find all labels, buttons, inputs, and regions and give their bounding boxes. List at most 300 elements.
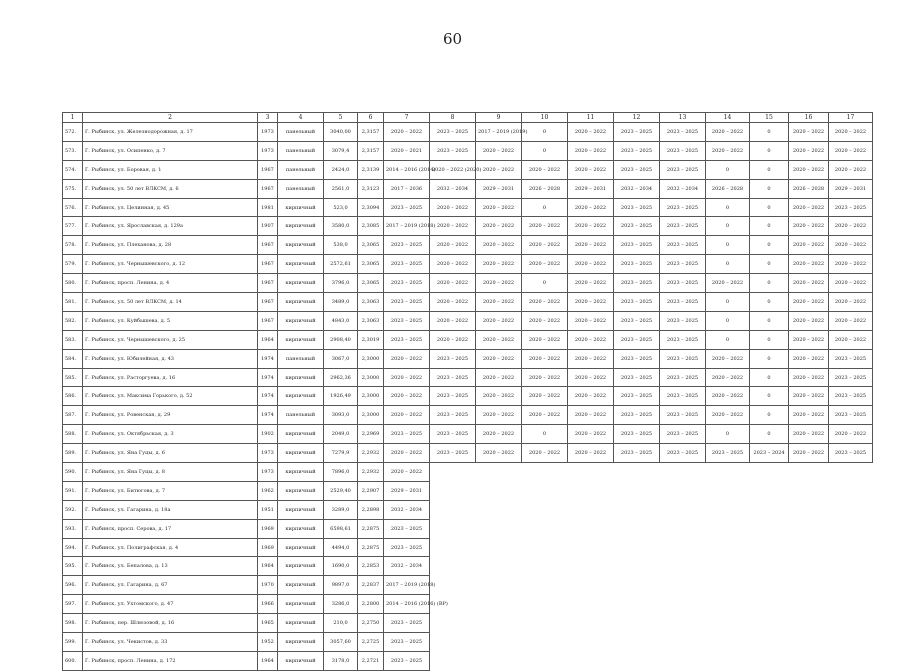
address-cell: Г. Рыбинск, ул. Ровенская, д. 29 <box>83 406 258 425</box>
row-number-cell: 573. <box>63 141 83 160</box>
table-cell: 2023 – 2025 <box>660 444 706 463</box>
table-cell: 2020 – 2022 <box>522 311 568 330</box>
table-cell: 2020 – 2022 <box>789 293 829 312</box>
table-cell: 2029 – 2031 <box>476 179 522 198</box>
table-row <box>63 368 873 387</box>
table-cell: 2020 – 2022 <box>568 349 614 368</box>
table-cell: 2023 – 2025 <box>614 236 660 255</box>
table-cell: 2020 – 2022 <box>476 141 522 160</box>
table-cell: 1973 <box>258 141 278 160</box>
table-cell: 523,0 <box>324 198 358 217</box>
table-row <box>63 123 873 142</box>
table-cell: 2020 – 2022 <box>476 444 522 463</box>
table-cell: кирпичный <box>278 444 324 463</box>
table-cell: кирпичный <box>278 236 324 255</box>
table-row <box>63 538 873 557</box>
table-cell: 1967 <box>258 255 278 274</box>
address-cell: Г. Рыбинск, ул. Куйбышева, д. 5 <box>83 311 258 330</box>
table-cell: кирпичный <box>278 330 324 349</box>
table-cell: 0 <box>706 236 750 255</box>
table-cell: 1974 <box>258 349 278 368</box>
table-cell: 2020 – 2022 <box>476 274 522 293</box>
row-number-cell: 586. <box>63 387 83 406</box>
table-cell: кирпичный <box>278 387 324 406</box>
table-cell: 1951 <box>258 500 278 519</box>
table-cell: 1973 <box>258 123 278 142</box>
table-cell: 2020 – 2022 <box>568 311 614 330</box>
table-cell: 2023 – 2025 <box>384 614 430 633</box>
buildings-table <box>62 112 873 671</box>
table-cell: 2020 – 2022 <box>476 368 522 387</box>
table-cell: 2020 – 2022 <box>789 330 829 349</box>
table-cell: 3286,0 <box>324 595 358 614</box>
table-cell: 2020 – 2022 <box>522 387 568 406</box>
table-cell: кирпичный <box>278 311 324 330</box>
header-cell: 1 <box>63 113 83 123</box>
table-cell: 0 <box>750 123 789 142</box>
table-cell: 2023 – 2025 <box>430 123 476 142</box>
table-cell: 2020 – 2022 <box>430 293 476 312</box>
table-cell: 2023 – 2024 <box>750 444 789 463</box>
table-cell: 2020 – 2022 <box>522 217 568 236</box>
row-number-cell: 572. <box>63 123 83 142</box>
table-cell: 2020 – 2022 <box>829 141 873 160</box>
table-cell: 2020 – 2022 <box>384 123 430 142</box>
table-cell: 2020 – 2022 <box>384 444 430 463</box>
table-cell: 2020 – 2022 <box>476 198 522 217</box>
row-number-cell: 589. <box>63 444 83 463</box>
table-cell: 6598,61 <box>324 519 358 538</box>
table-cell: 2020 – 2022 <box>706 368 750 387</box>
table-cell: 2023 – 2025 <box>430 444 476 463</box>
header-cell: 2 <box>83 113 258 123</box>
table-cell: 2020 – 2022 <box>789 444 829 463</box>
table-cell: 2020 – 2022 <box>706 387 750 406</box>
table-cell: 1690,0 <box>324 557 358 576</box>
table-cell: 2,2907 <box>358 481 384 500</box>
table-cell: 2020 – 2022 <box>568 274 614 293</box>
table-cell: 2020 – 2022 <box>522 293 568 312</box>
table-row <box>63 614 873 633</box>
table-cell: 2020 – 2022 <box>476 406 522 425</box>
header-cell: 16 <box>789 113 829 123</box>
table-cell: 1902 <box>258 425 278 444</box>
table-cell: 2020 – 2022 <box>384 387 430 406</box>
table-cell: 2,2875 <box>358 538 384 557</box>
table-cell: 2020 – 2022 <box>829 160 873 179</box>
table-cell: 2020 – 2022 <box>568 293 614 312</box>
table-cell: 2023 – 2025 <box>660 198 706 217</box>
table-cell: кирпичный <box>278 595 324 614</box>
table-cell: кирпичный <box>278 614 324 633</box>
table-row <box>63 198 873 217</box>
table-row <box>63 293 873 312</box>
address-cell: Г. Рыбинск, ул. Чернышевского, д. 12 <box>83 255 258 274</box>
table-row <box>63 481 873 500</box>
table-cell: 2020 – 2022 <box>476 387 522 406</box>
table-cell: 0 <box>706 255 750 274</box>
header-cell: 15 <box>750 113 789 123</box>
row-number-cell: 597. <box>63 595 83 614</box>
row-number-cell: 598. <box>63 614 83 633</box>
table-cell: 2020 – 2022 <box>829 311 873 330</box>
table-cell: 2023 – 2025 <box>614 406 660 425</box>
table-cell: 2023 – 2025 <box>829 444 873 463</box>
table-cell: 2023 – 2025 <box>706 444 750 463</box>
table-cell: 2026 – 2028 <box>789 179 829 198</box>
row-number-cell: 594. <box>63 538 83 557</box>
table-cell: 2023 – 2025 <box>614 141 660 160</box>
table-cell: 2020 – 2022 <box>476 425 522 444</box>
table-cell: 0 <box>522 425 568 444</box>
table-cell: 1907 <box>258 217 278 236</box>
table-cell: 2020 – 2022 <box>476 330 522 349</box>
row-number-cell: 583. <box>63 330 83 349</box>
row-number-cell: 574. <box>63 160 83 179</box>
table-cell: 3289,0 <box>324 500 358 519</box>
table-cell: 2020 – 2022 <box>706 123 750 142</box>
table-row <box>63 141 873 160</box>
address-cell: Г. Рыбинск, ул. Чернышевского, д. 25 <box>83 330 258 349</box>
table-cell: 2020 – 2022 <box>789 198 829 217</box>
address-cell: Г. Рыбинск, ул. Расторгуева, д. 16 <box>83 368 258 387</box>
table-cell: 2023 – 2025 <box>384 236 430 255</box>
table-cell: 2023 – 2025 <box>660 349 706 368</box>
header-cell: 10 <box>522 113 568 123</box>
table-cell: 2029 – 2031 <box>568 179 614 198</box>
row-number-cell: 588. <box>63 425 83 444</box>
table-cell: 2020 – 2022 <box>789 123 829 142</box>
header-cell: 3 <box>258 113 278 123</box>
header-cell: 17 <box>829 113 873 123</box>
table-cell: 2023 – 2025 <box>829 349 873 368</box>
table-cell: 0 <box>750 425 789 444</box>
header-cell: 14 <box>706 113 750 123</box>
table-cell: 1967 <box>258 236 278 255</box>
row-number-cell: 599. <box>63 633 83 652</box>
table-cell: 2,2750 <box>358 614 384 633</box>
table-cell: 2020 – 2022 <box>384 349 430 368</box>
table-cell: 2,2837 <box>358 576 384 595</box>
table-cell: 2023 – 2025 <box>430 387 476 406</box>
row-number-cell: 582. <box>63 311 83 330</box>
table-cell: 3079,4 <box>324 141 358 160</box>
row-number-cell: 575. <box>63 179 83 198</box>
table-row <box>63 425 873 444</box>
table-cell: 2020 – 2022 <box>829 123 873 142</box>
table-cell: 2020 – 2022 <box>522 236 568 255</box>
table-cell: 0 <box>750 198 789 217</box>
table-row <box>63 179 873 198</box>
table-cell: 2020 – 2022 <box>522 160 568 179</box>
table-cell: 2,2969 <box>358 425 384 444</box>
table-cell: 2026 – 2028 <box>706 179 750 198</box>
table-cell: 2023 – 2025 <box>614 368 660 387</box>
address-cell: Г. Рыбинск, ул. Максима Горького, д. 52 <box>83 387 258 406</box>
table-cell: 2023 – 2025 <box>660 217 706 236</box>
table-cell: 2023 – 2025 <box>614 387 660 406</box>
address-cell: Г. Рыбинск, ул. Гагарина, д. 18а <box>83 500 258 519</box>
table-row <box>63 463 873 482</box>
table-cell: 2023 – 2025 <box>614 198 660 217</box>
table-cell: 2023 – 2025 <box>384 651 430 670</box>
header-cell: 8 <box>430 113 476 123</box>
table-cell: 2020 – 2022 <box>706 274 750 293</box>
table-cell: 2020 – 2022 <box>568 141 614 160</box>
table-cell: 2023 – 2025 <box>614 330 660 349</box>
table-cell: 2023 – 2025 <box>384 198 430 217</box>
table-cell: 0 <box>750 311 789 330</box>
table-cell: 2,3157 <box>358 123 384 142</box>
table-cell: 2020 – 2022 <box>568 236 614 255</box>
table-cell: 2020 – 2022 <box>430 274 476 293</box>
table-cell: 2023 – 2025 <box>660 330 706 349</box>
table-cell: 2020 – 2022 <box>789 217 829 236</box>
table-cell: 2023 – 2025 <box>384 519 430 538</box>
table-cell: 9897,0 <box>324 576 358 595</box>
table-cell: 2020 – 2022 <box>522 444 568 463</box>
table-cell: 1964 <box>258 330 278 349</box>
table-cell: 2962,36 <box>324 368 358 387</box>
table-row <box>63 330 873 349</box>
address-cell: Г. Рыбинск, ул. Ухтомского, д. 47 <box>83 595 258 614</box>
table-cell: 1967 <box>258 160 278 179</box>
address-cell: Г. Рыбинск, ул. Железнодорожная, д. 17 <box>83 123 258 142</box>
address-cell: Г. Рыбинск, ул. 50 лет ВЛКСМ, д. 14 <box>83 293 258 312</box>
table-row <box>63 500 873 519</box>
table-cell: 2023 – 2025 <box>384 274 430 293</box>
table-cell: кирпичный <box>278 557 324 576</box>
table-cell: 2020 – 2022 <box>706 349 750 368</box>
table-cell: 2020 – 2022 <box>430 330 476 349</box>
table-cell: 2020 – 2022 <box>430 236 476 255</box>
table-cell: 1974 <box>258 387 278 406</box>
table-cell: 2020 – 2022 <box>829 255 873 274</box>
table-cell: 2020 – 2022 <box>476 236 522 255</box>
table-cell: кирпичный <box>278 293 324 312</box>
address-cell: Г. Рыбинск, ул. Боровая, д. 1 <box>83 160 258 179</box>
table-cell: 2020 – 2022 <box>789 141 829 160</box>
table-row <box>63 255 873 274</box>
row-number-cell: 600. <box>63 651 83 670</box>
row-number-cell: 577. <box>63 217 83 236</box>
row-number-cell: 595. <box>63 557 83 576</box>
table-cell: 2032 – 2034 <box>614 179 660 198</box>
table-cell: кирпичный <box>278 500 324 519</box>
table-row <box>63 595 873 614</box>
table-cell: 2032 – 2034 <box>660 179 706 198</box>
table-cell: 2,3065 <box>358 236 384 255</box>
table-cell: 2023 – 2025 <box>384 538 430 557</box>
table-cell: 1967 <box>258 179 278 198</box>
row-number-cell: 585. <box>63 368 83 387</box>
address-cell: Г. Рыбинск, ул. Битюгова, д. 7 <box>83 481 258 500</box>
table-cell: панельный <box>278 406 324 425</box>
table-cell: 2,2932 <box>358 444 384 463</box>
table-cell: 2023 – 2025 <box>614 255 660 274</box>
table-cell: 2,3123 <box>358 179 384 198</box>
table-cell: 3040,00 <box>324 123 358 142</box>
table-cell: 2032 – 2034 <box>384 557 430 576</box>
table-cell: 2020 – 2022 <box>568 387 614 406</box>
table-cell: 2026 – 2028 <box>522 179 568 198</box>
table-cell: 2023 – 2025 <box>430 406 476 425</box>
table-cell: кирпичный <box>278 463 324 482</box>
table-cell: 2023 – 2025 <box>660 236 706 255</box>
table-cell: 2023 – 2025 <box>614 425 660 444</box>
table-cell: 2023 – 2025 <box>430 425 476 444</box>
table-cell: кирпичный <box>278 368 324 387</box>
header-cell: 4 <box>278 113 324 123</box>
table-cell: панельный <box>278 179 324 198</box>
table-cell: 4843,0 <box>324 311 358 330</box>
table-cell: 1964 <box>258 651 278 670</box>
table-cell: 2020 – 2022 <box>384 463 430 482</box>
table-cell: 2023 – 2025 <box>430 141 476 160</box>
table-cell: 3489,0 <box>324 293 358 312</box>
table-cell: 2020 – 2022 <box>568 198 614 217</box>
table-cell: 210,0 <box>324 614 358 633</box>
table-cell: 1970 <box>258 576 278 595</box>
table-cell: 2020 – 2022 <box>476 349 522 368</box>
table-cell: 7279,9 <box>324 444 358 463</box>
header-cell: 12 <box>614 113 660 123</box>
address-cell: Г. Рыбинск, ул. Юбилейная, д. 43 <box>83 349 258 368</box>
table-cell: 2029 – 2031 <box>829 179 873 198</box>
table-cell: 1965 <box>258 614 278 633</box>
table-cell: 2,3065 <box>358 274 384 293</box>
table-cell: 1967 <box>258 311 278 330</box>
table-cell: 2020 – 2022 <box>384 368 430 387</box>
table-cell: 1967 <box>258 274 278 293</box>
table-cell: 2020 – 2022 <box>829 217 873 236</box>
table-cell: 2014 – 2016 (2014) <box>384 160 430 179</box>
header-cell: 13 <box>660 113 706 123</box>
table-cell: 538,0 <box>324 236 358 255</box>
table-cell: 2020 – 2022 <box>568 160 614 179</box>
table-cell: 2017 – 2019 (2018) <box>384 576 430 595</box>
table-cell: 0 <box>522 141 568 160</box>
table-row <box>63 651 873 670</box>
table-cell: 0 <box>522 123 568 142</box>
table-cell: 2,3063 <box>358 311 384 330</box>
table-cell: 2023 – 2025 <box>829 406 873 425</box>
table-cell: 7896,0 <box>324 463 358 482</box>
row-number-cell: 591. <box>63 481 83 500</box>
table-cell: 1974 <box>258 406 278 425</box>
table-cell: 2029 – 2031 <box>384 481 430 500</box>
table-cell: 2020 – 2022 <box>430 217 476 236</box>
table-cell: 2020 – 2022 <box>430 198 476 217</box>
table-cell: 2,3063 <box>358 293 384 312</box>
table-cell: 2020 – 2022 <box>829 236 873 255</box>
table-cell: 2020 – 2022 <box>476 217 522 236</box>
table-cell: 2020 – 2022 <box>568 255 614 274</box>
table-cell: кирпичный <box>278 481 324 500</box>
table-cell: кирпичный <box>278 519 324 538</box>
table-cell: 2020 – 2021 <box>384 141 430 160</box>
table-cell: 2020 – 2022 <box>706 141 750 160</box>
table-cell: 2,3065 <box>358 255 384 274</box>
table-cell: 2020 – 2022 <box>568 330 614 349</box>
table-cell: 2023 – 2025 <box>384 330 430 349</box>
table-cell: 2023 – 2025 <box>614 311 660 330</box>
table-cell: 2020 – 2022 <box>789 387 829 406</box>
table-cell: 2020 – 2022 <box>706 406 750 425</box>
address-cell: Г. Рыбинск, ул. Полиграфская, д. 4 <box>83 538 258 557</box>
address-cell: Г. Рыбинск, ул. Осипенко, д. 7 <box>83 141 258 160</box>
table-cell: 1981 <box>258 198 278 217</box>
table-cell: 2020 – 2022 <box>568 444 614 463</box>
table-cell: 2023 – 2025 <box>430 349 476 368</box>
table-cell: 4494,0 <box>324 538 358 557</box>
table-cell: 2020 – 2022 <box>522 349 568 368</box>
table-cell: 3057,60 <box>324 633 358 652</box>
table-cell: 2020 – 2022 <box>476 255 522 274</box>
table-cell: 2023 – 2025 <box>660 293 706 312</box>
table-cell: 2023 – 2025 <box>384 425 430 444</box>
table-cell: 2,2800 <box>358 595 384 614</box>
table-cell: 2023 – 2025 <box>660 160 706 179</box>
table-cell: 2023 – 2025 <box>614 293 660 312</box>
table-cell: 2020 – 2022 <box>789 311 829 330</box>
table-cell: 2020 – 2022 <box>789 274 829 293</box>
table-cell: 2020 – 2022 <box>829 293 873 312</box>
address-cell: Г. Рыбинск, ул. Ярославская, д. 129а <box>83 217 258 236</box>
table-cell: 2020 – 2022 <box>430 311 476 330</box>
table-cell: 2020 – 2022 <box>430 255 476 274</box>
table-cell: 2023 – 2025 <box>829 387 873 406</box>
header-cell: 5 <box>324 113 358 123</box>
table-row <box>63 160 873 179</box>
row-number-cell: 579. <box>63 255 83 274</box>
address-cell: Г. Рыбинск, ул. Яна Гуцы, д. 8 <box>83 463 258 482</box>
table-cell: 2023 – 2025 <box>614 349 660 368</box>
address-cell: Г. Рыбинск, пер. Шлюзовой, д. 16 <box>83 614 258 633</box>
table-cell: 2023 – 2025 <box>430 368 476 387</box>
table-cell: 1973 <box>258 463 278 482</box>
table-cell: 2,2721 <box>358 651 384 670</box>
address-cell: Г. Рыбинск, ул. Яна Гуцы, д. 6 <box>83 444 258 463</box>
table-cell: панельный <box>278 123 324 142</box>
table-cell: кирпичный <box>278 633 324 652</box>
table-cell: 2,3139 <box>358 160 384 179</box>
address-cell: Г. Рыбинск, ул. Чекистов, д. 33 <box>83 633 258 652</box>
table-cell: 0 <box>522 274 568 293</box>
table-cell: 2020 – 2022 <box>522 368 568 387</box>
table-cell: 1973 <box>258 444 278 463</box>
table-cell: 2023 – 2025 <box>660 274 706 293</box>
table-cell: 2020 – 2022 <box>789 406 829 425</box>
table-cell: 0 <box>706 311 750 330</box>
table-cell: 1926,49 <box>324 387 358 406</box>
table-cell: 2020 – 2022 (2020) <box>430 160 476 179</box>
table-cell: 1952 <box>258 633 278 652</box>
table-cell: 2032 – 2034 <box>430 179 476 198</box>
table-cell: 1967 <box>258 293 278 312</box>
table-cell: 1962 <box>258 481 278 500</box>
table-row <box>63 236 873 255</box>
row-number-cell: 587. <box>63 406 83 425</box>
table-cell: 2023 – 2025 <box>660 387 706 406</box>
table-cell: 2020 – 2022 <box>829 330 873 349</box>
address-cell: Г. Рыбинск, просп. Серова, д. 17 <box>83 519 258 538</box>
table-cell: 0 <box>706 160 750 179</box>
table-cell: 2020 – 2022 <box>522 255 568 274</box>
table-cell: 0 <box>706 198 750 217</box>
table-cell: 1974 <box>258 368 278 387</box>
table-cell: 2017 – 2019 (2018) <box>384 217 430 236</box>
